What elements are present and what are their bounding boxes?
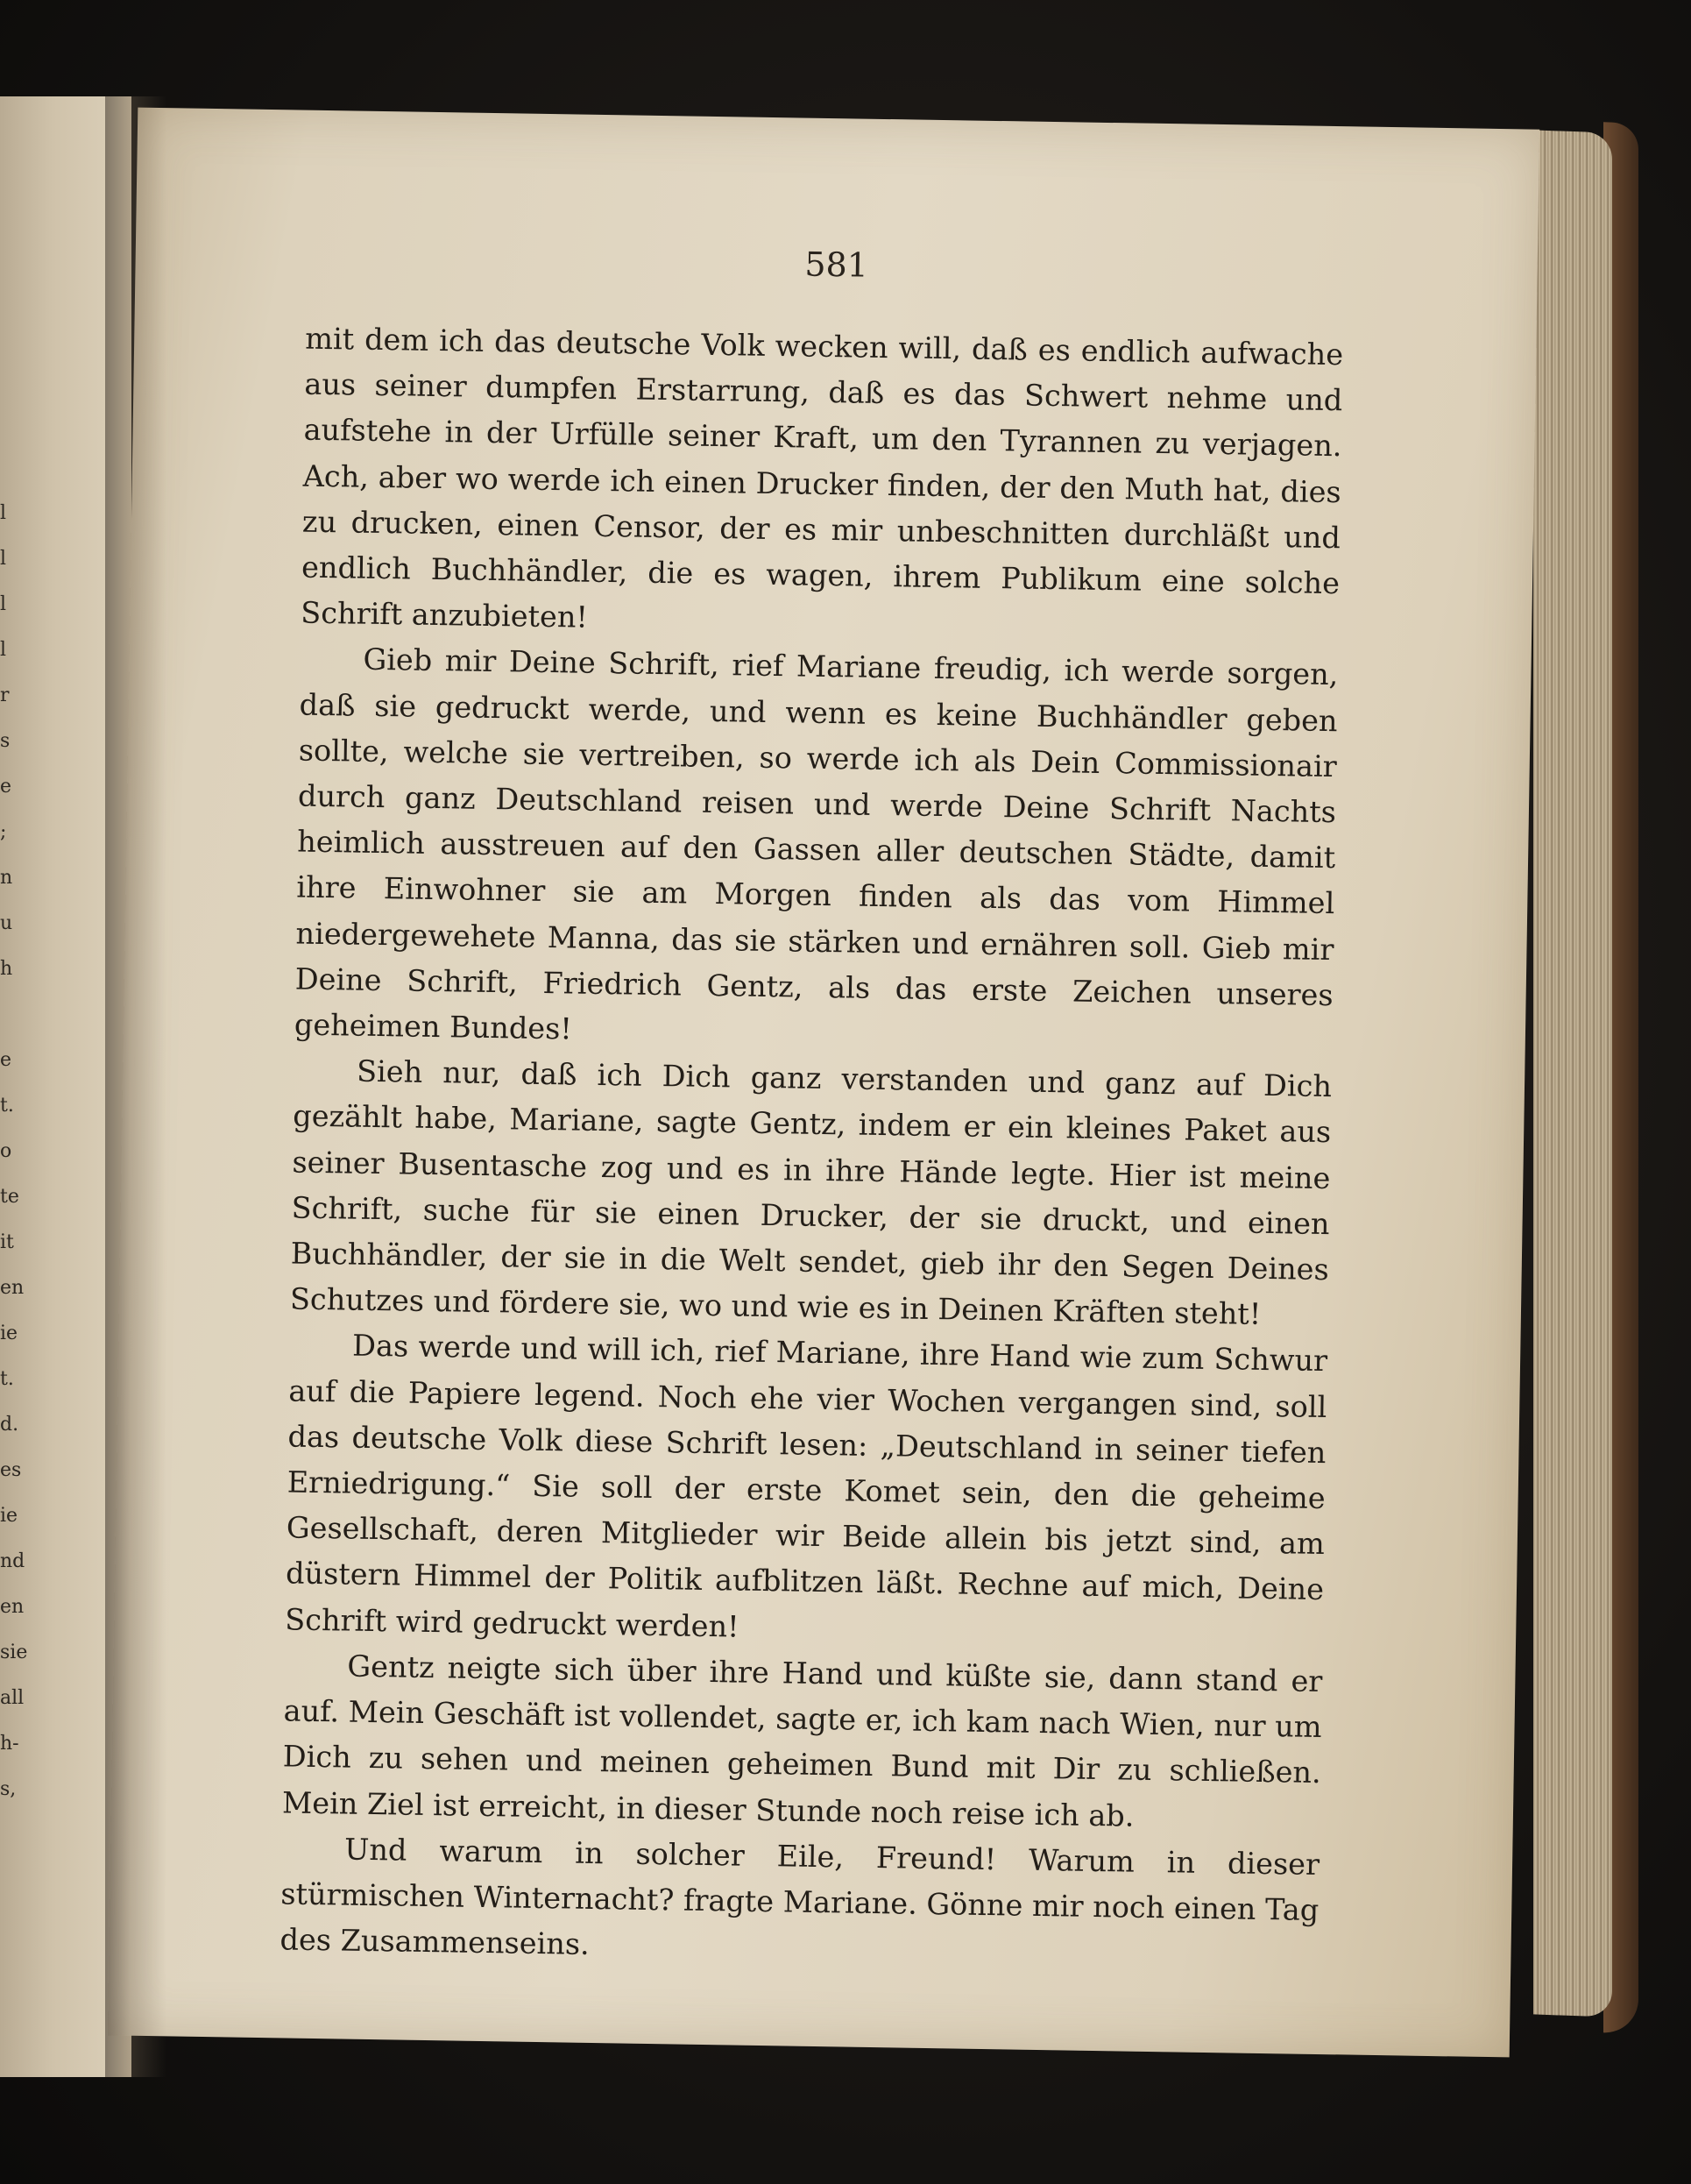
previous-page-fragment: ie: [0, 1322, 18, 1344]
previous-page-fragment: ;: [0, 821, 7, 843]
previous-page-fragment: l: [0, 502, 7, 524]
previous-page-fragment: s: [0, 730, 11, 752]
book-page: [108, 108, 1539, 2058]
previous-page-fragment: e: [0, 1049, 12, 1071]
page-edges: [1533, 130, 1612, 2017]
previous-page-fragment: all: [0, 1687, 25, 1709]
previous-page-fragment: n: [0, 867, 13, 889]
previous-page-fragment: e: [0, 776, 12, 798]
previous-page-fragment: t.: [0, 1368, 14, 1390]
previous-page-fragment: d.: [0, 1414, 19, 1436]
paragraph: mit dem ich das deutsche Volk wecken will, daß es endlich aufwache aus seiner dumpfen Erstarrung, daß es das Schwert nehme und aufstehe in der Urfülle seiner Kraft, um den Tyrannen zu verjagen. Ach, aber wo werde ich einen Drucker finden, der den Muth hat, dies zu drucken, einen Censor, der es mir unbeschnitten durchläßt und endlich Buchhändler, die es wagen, ihrem Publikum eine solche Schrift anzubieten!: [301, 321, 1344, 635]
previous-page-fragment: ie: [0, 1505, 18, 1527]
previous-page-fragment: en: [0, 1596, 25, 1618]
paragraph: Das werde und will ich, rief Mariane, ihre Hand wie zum Schwur auf die Papiere legend. Noch ehe vier Wochen vergangen sind, soll das deutsche Volk diese Schrift lesen: „Deutschland in seiner tiefen Erniedrigung.“ Sie soll der erste Komet sein, den die geheime Gesellschaft, deren Mitglieder wir Beide allein bis jetzt sind, am düstern Himmel der Politik aufblitzen läßt. Rechne auf mich, Deine Schrift wird gedruckt werden!: [284, 1329, 1328, 1644]
previous-page-fragment: en: [0, 1277, 25, 1299]
previous-page-fragment: u: [0, 912, 13, 934]
previous-page-fragment: [0, 992, 35, 1038]
page-number: 581: [804, 245, 869, 285]
previous-page-fragment: t.: [0, 1095, 14, 1117]
previous-page-fragment: h-: [0, 1733, 19, 1755]
previous-page-fragment: o: [0, 1140, 12, 1162]
book-gutter-shadow: [105, 96, 166, 2077]
paragraph: Und warum in solcher Eile, Freund! Warum in dieser stürmischen Winternacht? fragte Mariane. Gönne mir noch einen Tag des Zusammenseins.: [279, 1832, 1320, 1962]
previous-page-fragment: nd: [0, 1550, 25, 1572]
previous-page-fragment: h: [0, 958, 13, 980]
paragraph: Gentz neigte sich über ihre Hand und küßte sie, dann stand er auf. Mein Geschäft ist vollendet, sagte er, ich kam nach Wien, nur um Dich zu sehen und meinen geheimen Bund mit Dir zu schließen. Mein Ziel ist erreicht, in dieser Stunde noch reise ich ab.: [281, 1649, 1323, 1833]
previous-page-fragment: s,: [0, 1778, 17, 1800]
previous-page-fragment: it: [0, 1231, 14, 1253]
paragraph: Sieh nur, daß ich Dich ganz verstanden und ganz auf Dich gezählt habe, Mariane, sagte Gentz, indem er ein kleines Paket aus seiner Busentasche zog und es in ihre Hände legte. Hier ist meine Schrift, suche für sie einen Drucker, der sie druckt, und einen Buchhändler, der sie in die Welt sendet, gieb ihr den Segen Deines Schutzes und fördere sie, wo und wie es in Deinen Kräften steht!: [289, 1053, 1333, 1332]
previous-page-fragment: l: [0, 593, 7, 615]
previous-page-fragment: l: [0, 548, 7, 570]
previous-page-fragment: te: [0, 1186, 19, 1208]
previous-page-text-fragments: [0, 491, 35, 1812]
previous-page-fragment: l: [0, 639, 7, 661]
paragraph: Gieb mir Deine Schrift, rief Mariane freudig, ich werde sorgen, daß sie gedruckt werde, und wenn es keine Buchhändler geben sollte, welche sie vertreiben, so werde ich als Dein Commissionair durch ganz Deutschland reisen und werde Deine Schrift Nachts heimlich ausstreuen auf den Gassen aller deutschen Städte, damit ihre Einwohner sie am Morgen finden als das vom Himmel niedergewehete Manna, das sie stärken und ernähren soll. Gieb mir Deine Schrift, Friedrich Gentz, als das erste Zeichen unseres geheimen Bundes!: [294, 642, 1339, 1046]
previous-page-fragment: es: [0, 1459, 22, 1481]
page-body-text: [279, 316, 1343, 1980]
previous-page-fragment: r: [0, 684, 10, 706]
previous-page-fragment: sie: [0, 1642, 28, 1663]
